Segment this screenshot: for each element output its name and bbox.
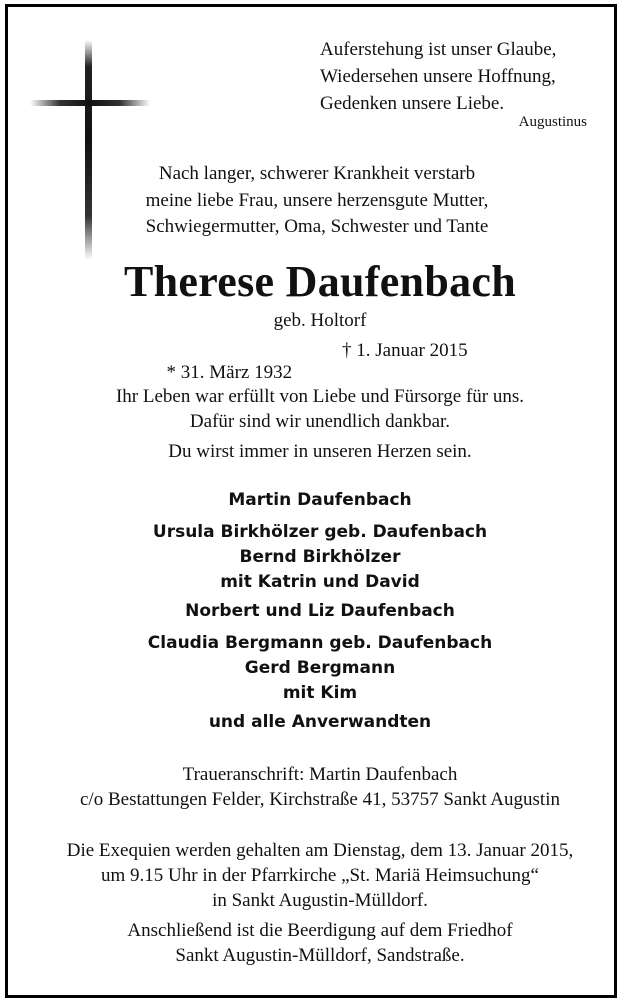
service-info	[0, 838, 620, 913]
death-date: † 1. Januar 2015	[342, 340, 468, 361]
family-member: Ursula Birkhölzer geb. Daufenbach	[152, 522, 488, 542]
intro-line: Nach langer, schwerer Krankheit verstarb	[158, 163, 476, 184]
family-member: Martin Daufenbach	[228, 490, 412, 510]
address-line: c/o Bestattungen Felder, Kirchstraße 41, 53757 Sankt Augustin	[80, 789, 560, 810]
tribute-line: Dafür sind wir unendlich dankbar.	[189, 411, 451, 432]
tribute-text	[0, 384, 620, 434]
motto-quote	[320, 36, 556, 117]
family-group-3	[0, 599, 620, 624]
family-member: Claudia Bergmann geb. Daufenbach	[147, 633, 493, 653]
birth-date: * 31. März 1932	[166, 362, 293, 383]
motto-line: Wiedersehen unsere Hoffnung,	[320, 66, 556, 87]
tribute-line: Ihr Leben war erfüllt von Liebe und Fürsorge für uns.	[115, 386, 525, 407]
maiden-name: geb. Holtorf	[273, 310, 367, 331]
address-line: Traueranschrift: Martin Daufenbach	[182, 764, 458, 785]
family-member: mit Kim	[282, 683, 358, 703]
deceased-name: Therese Daufenbach	[123, 257, 517, 306]
family-group-1	[0, 488, 620, 513]
motto-line: Auferstehung ist unser Glaube,	[320, 39, 557, 60]
family-member: Gerd Bergmann	[244, 658, 396, 678]
burial-line: Sankt Augustin-Mülldorf, Sandstraße.	[175, 945, 465, 966]
mourning-address	[0, 762, 620, 812]
intro-line: meine liebe Frau, unsere herzensgute Mutter,	[145, 189, 489, 211]
family-group-4	[0, 631, 620, 706]
intro-text	[0, 161, 620, 241]
service-line: Die Exequien werden gehalten am Dienstag, dem 13. Januar 2015,	[66, 840, 574, 861]
motto-author: Augustinus	[518, 114, 587, 130]
family-member: Norbert und Liz Daufenbach	[185, 601, 455, 621]
family-member: Bernd Birkhölzer	[239, 547, 401, 567]
motto-line: Gedenken unsere Liebe.	[320, 93, 505, 114]
family-member: mit Katrin und David	[220, 572, 420, 592]
family-member: und alle Anverwandten	[208, 712, 432, 732]
burial-line: Anschließend ist die Beerdigung auf dem Friedhof	[127, 920, 513, 941]
family-group-2	[0, 520, 620, 595]
tribute-closing: Du wirst immer in unseren Herzen sein.	[168, 441, 472, 462]
service-line: in Sankt Augustin-Mülldorf.	[212, 890, 428, 911]
intro-line: Schwiegermutter, Oma, Schwester und Tante	[145, 216, 489, 237]
family-group-5	[0, 710, 620, 735]
burial-info	[0, 918, 620, 968]
service-line: um 9.15 Uhr in der Pfarrkirche „St. Mariä Heimsuchung“	[101, 865, 539, 886]
